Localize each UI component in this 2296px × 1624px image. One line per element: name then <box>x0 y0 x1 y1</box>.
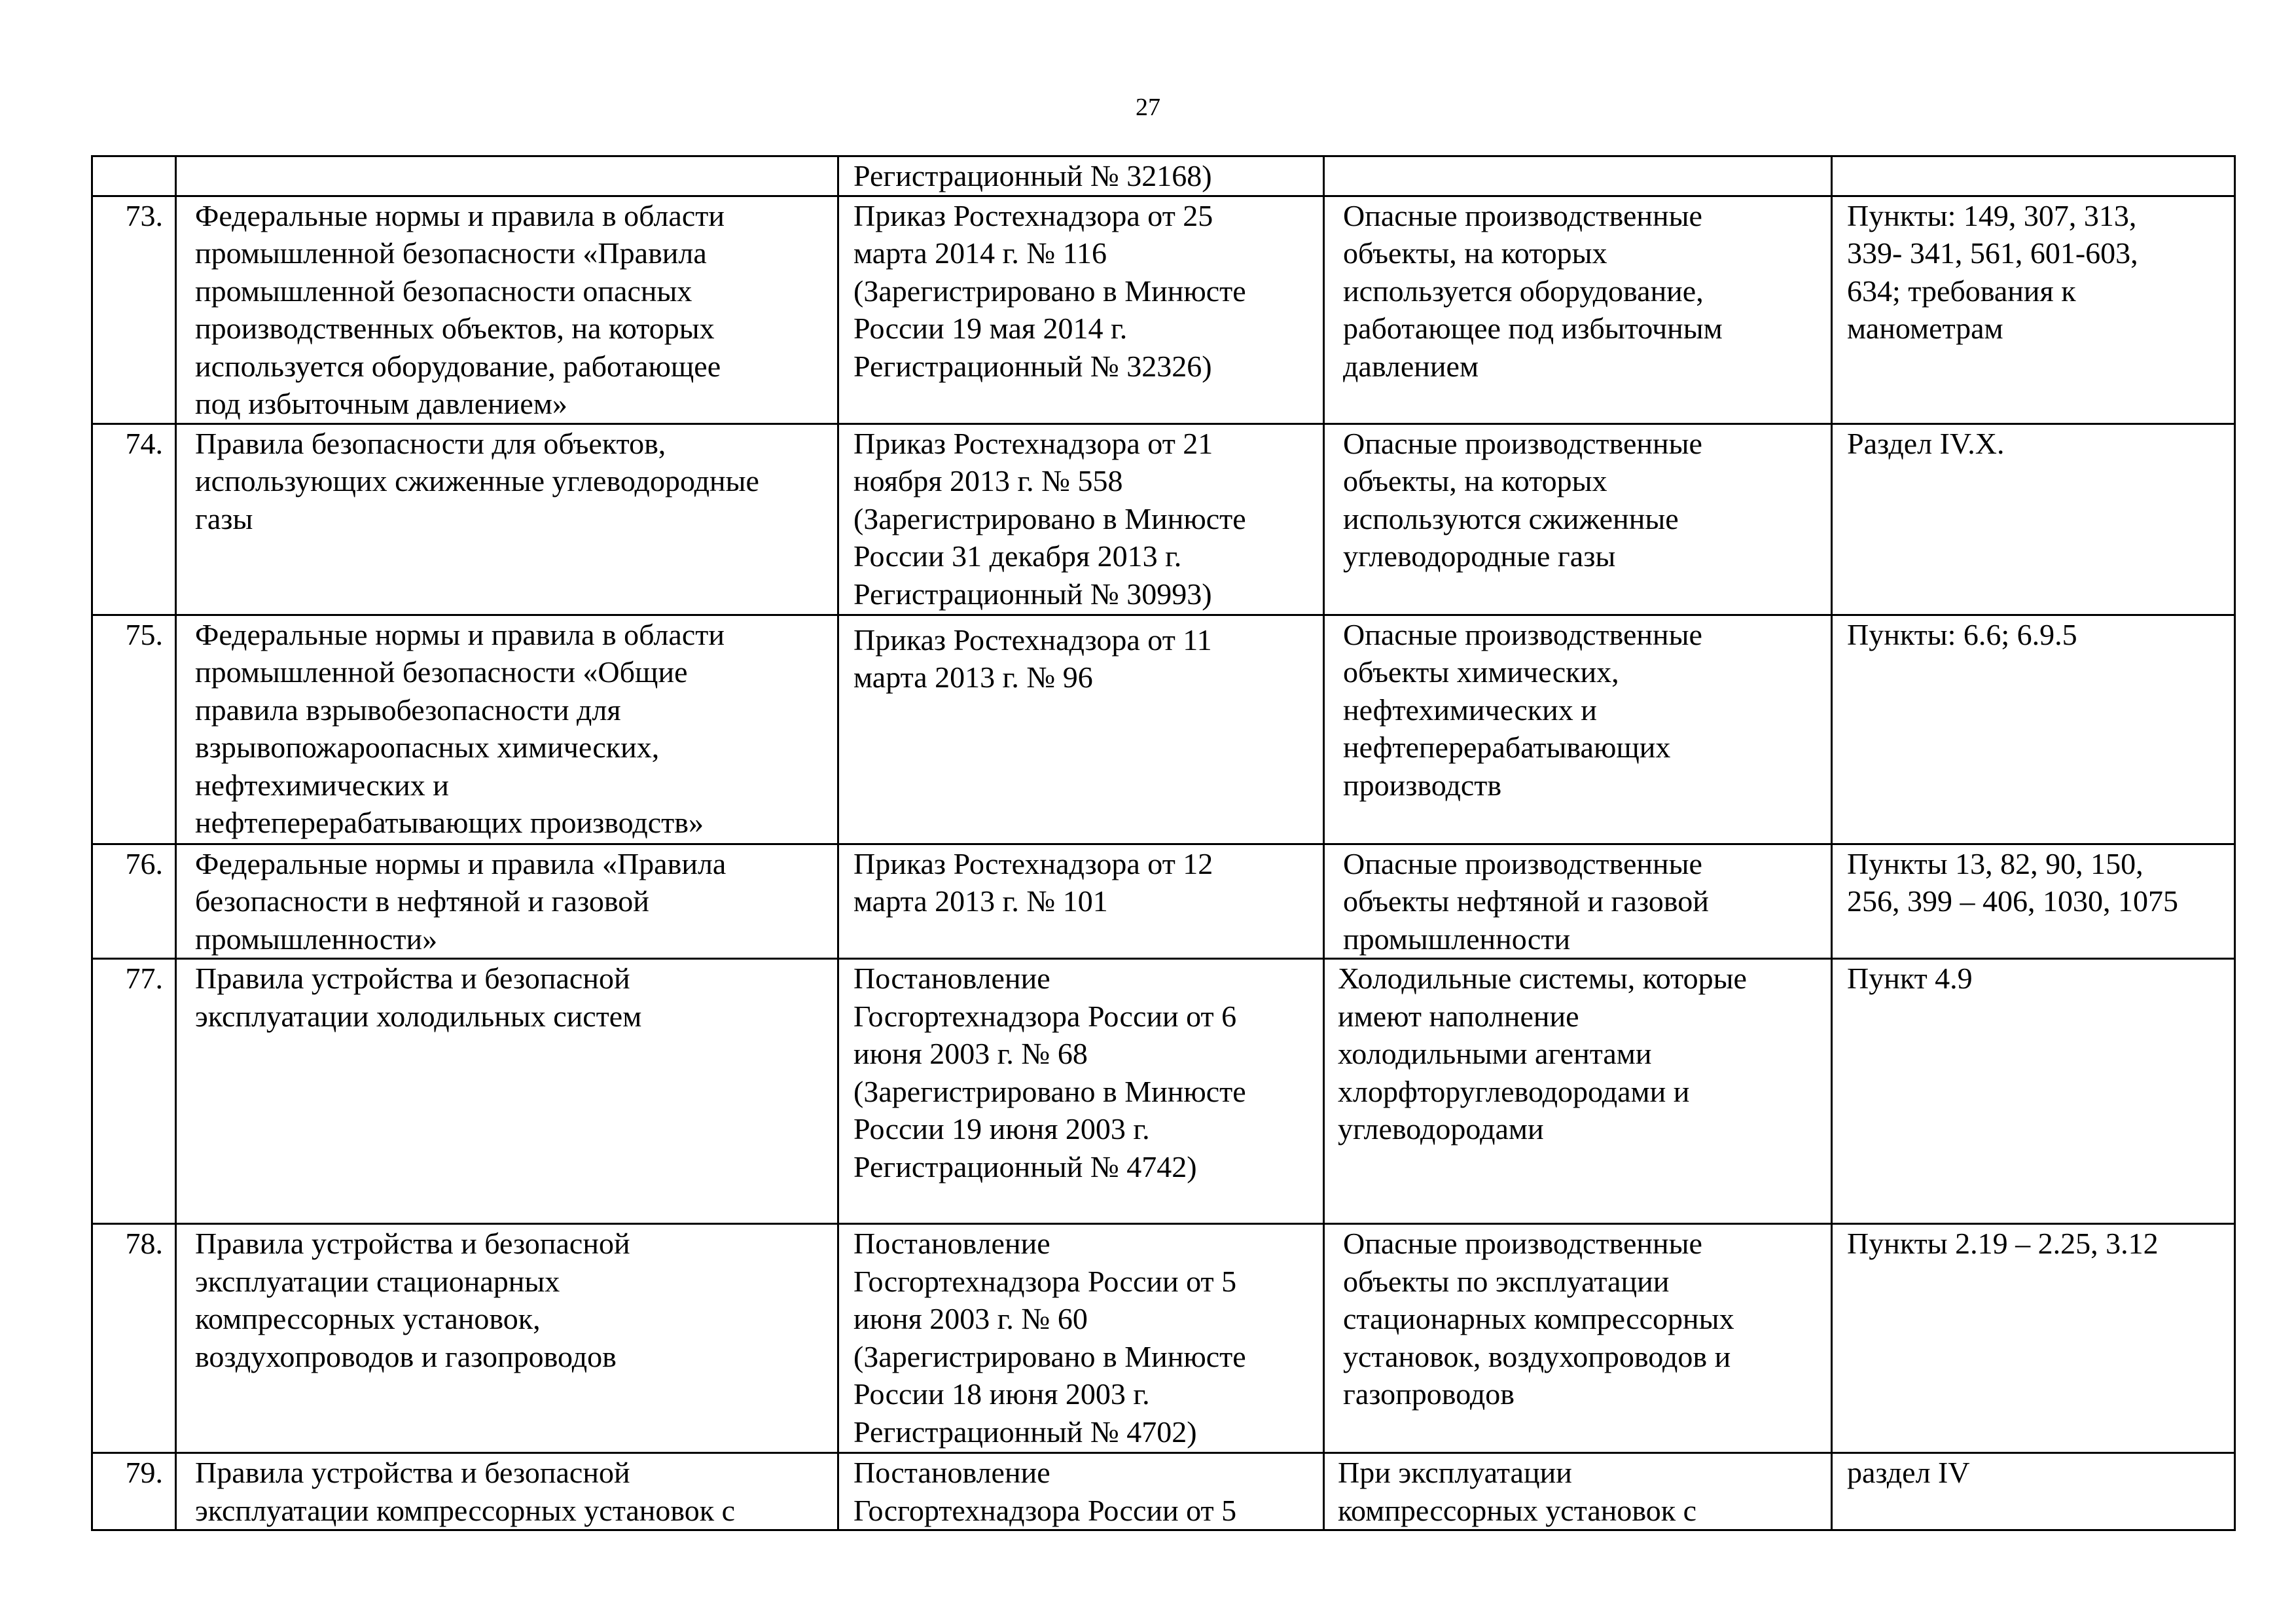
requisites-cell: Приказ Ростехнадзора от 11 марта 2013 г. № 96 <box>838 615 1324 844</box>
regulations-table <box>91 155 2236 1531</box>
row-number-cell: 77. <box>92 959 176 1224</box>
page-number: 27 <box>1136 94 1160 121</box>
objects-cell: Опасные производственные объекты химических, нефтехимических и нефтеперерабатывающих производств <box>1324 615 1832 844</box>
table-row <box>92 424 2235 615</box>
table-row <box>92 844 2235 959</box>
table-row <box>92 156 2235 196</box>
provisions-cell: Пункты 2.19 – 2.25, 3.12 <box>1832 1224 2235 1453</box>
requisites-cell: Постановление Госгортехнадзора России от 5 <box>838 1453 1324 1530</box>
requisites-cell: Постановление Госгортехнадзора России от 5 июня 2003 г. № 60 (Зарегистрировано в Минюсте России 18 июня 2003 г. Регистрационный № 4702) <box>838 1224 1324 1453</box>
regulation-title-cell: Федеральные нормы и правила в области промышленной безопасности «Общие правила взрывобезопасности для взрывопожароопасных химических, нефтехимических и нефтеперерабатывающих производств» <box>176 615 838 844</box>
regulation-title-cell: Федеральные нормы и правила «Правила безопасности в нефтяной и газовой промышленности» <box>176 844 838 959</box>
row-number-cell: 76. <box>92 844 176 959</box>
table-row <box>92 615 2235 844</box>
row-number-cell: 73. <box>92 196 176 424</box>
requisites-cell: Приказ Ростехнадзора от 21 ноября 2013 г. № 558 (Зарегистрировано в Минюсте России 31 декабря 2013 г. Регистрационный № 30993) <box>838 424 1324 615</box>
row-number-cell: 78. <box>92 1224 176 1453</box>
objects-cell: Опасные производственные объекты нефтяной и газовой промышленности <box>1324 844 1832 959</box>
objects-cell <box>1324 156 1832 196</box>
row-number-cell <box>92 156 176 196</box>
requisites-cell: Регистрационный № 32168) <box>838 156 1324 196</box>
objects-cell: Холодильные системы, которые имеют наполнение холодильными агентами хлорфторуглеводородами и углеводородами <box>1324 959 1832 1224</box>
provisions-cell <box>1832 156 2235 196</box>
row-number-cell: 74. <box>92 424 176 615</box>
table-row <box>92 1224 2235 1453</box>
objects-cell: Опасные производственные объекты, на которых используются сжиженные углеводородные газы <box>1324 424 1832 615</box>
objects-cell: Опасные производственные объекты, на которых используется оборудование, работающее под избыточным давлением <box>1324 196 1832 424</box>
regulation-title-cell: Правила устройства и безопасной эксплуатации холодильных систем <box>176 959 838 1224</box>
row-number-cell: 75. <box>92 615 176 844</box>
provisions-cell: Пункты 13, 82, 90, 150, 256, 399 – 406, 1030, 1075 <box>1832 844 2235 959</box>
provisions-cell: раздел IV <box>1832 1453 2235 1530</box>
regulation-title-cell: Правила безопасности для объектов, использующих сжиженные углеводородные газы <box>176 424 838 615</box>
requisites-cell: Постановление Госгортехнадзора России от 6 июня 2003 г. № 68 (Зарегистрировано в Минюсте России 19 июня 2003 г. Регистрационный № 4742) <box>838 959 1324 1224</box>
table-row <box>92 959 2235 1224</box>
provisions-cell: Пункты: 6.6; 6.9.5 <box>1832 615 2235 844</box>
row-number-cell: 79. <box>92 1453 176 1530</box>
table-row <box>92 196 2235 424</box>
table-row <box>92 1453 2235 1530</box>
regulation-title-cell: Правила устройства и безопасной эксплуатации стационарных компрессорных установок, воздухопроводов и газопроводов <box>176 1224 838 1453</box>
provisions-cell: Пункты: 149, 307, 313, 339- 341, 561, 601-603, 634; требования к манометрам <box>1832 196 2235 424</box>
objects-cell: При эксплуатации компрессорных установок с <box>1324 1453 1832 1530</box>
provisions-cell: Пункт 4.9 <box>1832 959 2235 1224</box>
regulation-title-cell <box>176 156 838 196</box>
provisions-cell: Раздел IV.X. <box>1832 424 2235 615</box>
regulation-title-cell: Правила устройства и безопасной эксплуатации компрессорных установок с <box>176 1453 838 1530</box>
requisites-cell: Приказ Ростехнадзора от 25 марта 2014 г. № 116 (Зарегистрировано в Минюсте России 19 мая 2014 г. Регистрационный № 32326) <box>838 196 1324 424</box>
regulation-title-cell: Федеральные нормы и правила в области промышленной безопасности «Правила промышленной безопасности опасных производственных объектов, на которых используется оборудование, работающее под избыточным давлением» <box>176 196 838 424</box>
requisites-cell: Приказ Ростехнадзора от 12 марта 2013 г. № 101 <box>838 844 1324 959</box>
objects-cell: Опасные производственные объекты по эксплуатации стационарных компрессорных установок, воздухопроводов и газопроводов <box>1324 1224 1832 1453</box>
